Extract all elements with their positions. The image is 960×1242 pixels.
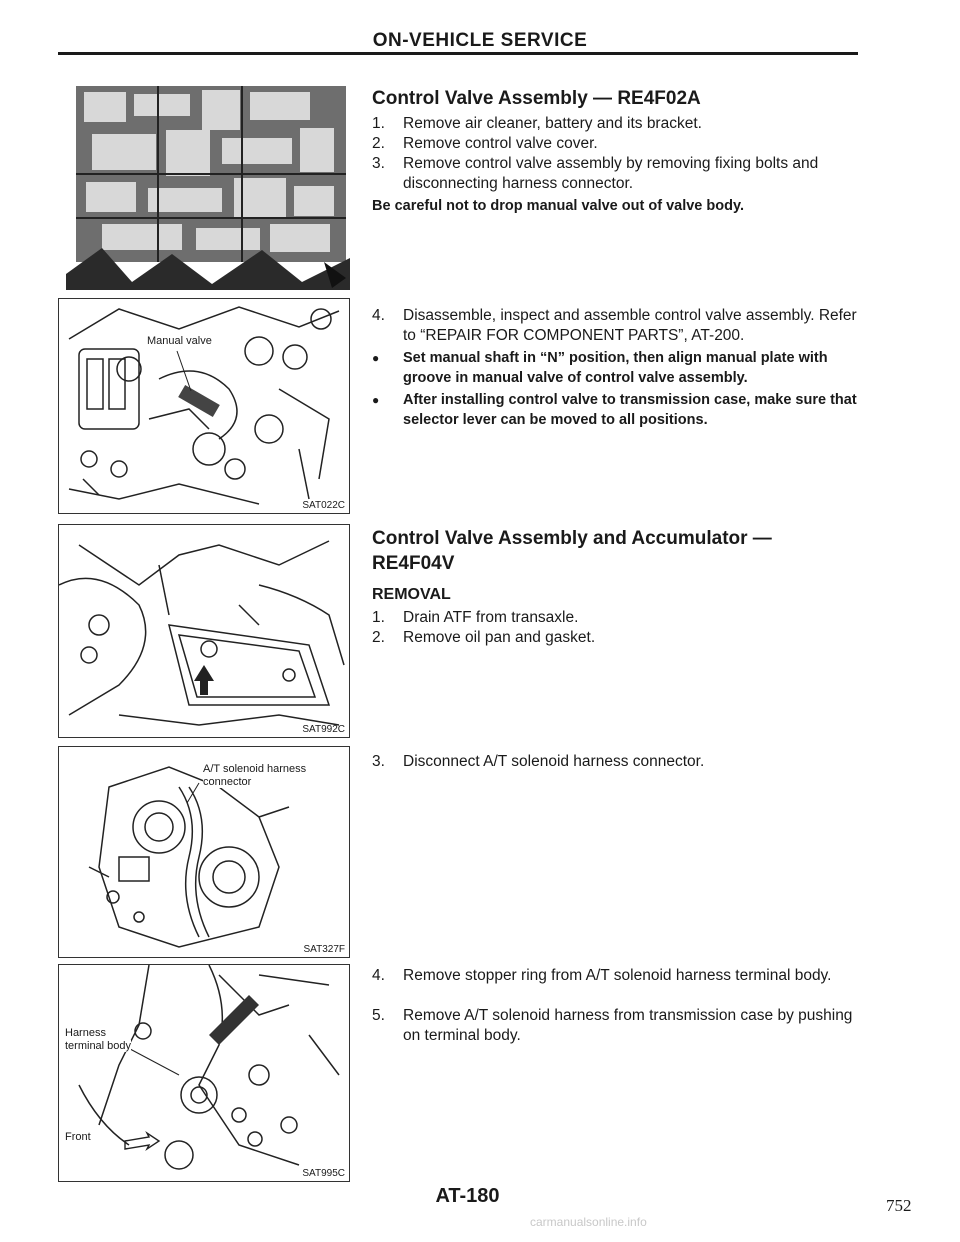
- step-number: 1.: [372, 609, 385, 626]
- section2-title-line1: Control Valve Assembly and Accumulator —: [372, 528, 772, 549]
- figure-code: SAT327F: [303, 944, 345, 955]
- manual-valve-label: Manual valve: [147, 335, 212, 347]
- section2-step-2: [372, 628, 862, 648]
- section1-step-1: [372, 114, 862, 134]
- figure-code: SAT992C: [302, 724, 345, 735]
- page-code: AT-180: [435, 1185, 500, 1207]
- step-text: Disconnect A/T solenoid harness connector.: [403, 753, 705, 770]
- bullet-text: After installing control valve to transmission case, make sure that selector lever can be moved to all positions.: [403, 392, 857, 428]
- step-number: 2.: [372, 629, 385, 646]
- harness-label-line2: terminal body: [65, 1040, 132, 1052]
- page-header: ON-VEHICLE SERVICE: [372, 30, 588, 51]
- step-text: Remove A/T solenoid harness from transmission case by pushing on terminal body.: [403, 1007, 853, 1044]
- step-text: Remove control valve cover.: [403, 135, 598, 152]
- section1-bullet-1: [372, 348, 862, 388]
- figure-code: SAT022C: [302, 500, 345, 511]
- step-text: Remove control valve assembly by removing fixing bolts and disconnecting harness connector.: [403, 155, 819, 192]
- section1-step-3: [372, 154, 862, 194]
- header-rule: [58, 52, 858, 55]
- section1-warning: Be careful not to drop manual valve out of valve body.: [372, 198, 744, 214]
- section2-step-5: [372, 1006, 862, 1046]
- section1-step-2: [372, 134, 862, 154]
- section2-step-4: [372, 966, 862, 986]
- section1-bullet-2: [372, 390, 862, 430]
- figure-control-valve-photo: [62, 78, 354, 290]
- harness-label-line1: Harness: [65, 1027, 106, 1039]
- bullet-dot: ●: [372, 351, 380, 365]
- step-text: Remove oil pan and gasket.: [403, 629, 596, 646]
- step-number: 2.: [372, 135, 385, 152]
- step-number: 3.: [372, 753, 385, 770]
- step-number: 1.: [372, 115, 385, 132]
- section2-title-line2: RE4F04V: [372, 553, 455, 574]
- front-label: Front: [65, 1131, 91, 1143]
- step-number: 4.: [372, 967, 385, 984]
- figure-harness-terminal-body: [58, 964, 350, 1182]
- step-number: 4.: [372, 307, 385, 324]
- figure-oil-pan: [58, 524, 350, 738]
- step-number: 5.: [372, 1007, 385, 1024]
- figure-solenoid-harness-connector: [58, 746, 350, 958]
- step-text: Disassemble, inspect and assemble control valve assembly. Refer to “REPAIR FOR COMPONENT PARTS”, AT-200.: [403, 307, 857, 344]
- step-text: Remove stopper ring from A/T solenoid harness terminal body.: [403, 967, 832, 984]
- step-text: Remove air cleaner, battery and its bracket.: [403, 115, 702, 132]
- solenoid-label-line2: connector: [203, 776, 252, 788]
- section2-step-3: [372, 752, 862, 772]
- watermark: carmanualsonline.info: [530, 1215, 647, 1229]
- section1-title: Control Valve Assembly — RE4F02A: [372, 88, 701, 109]
- section2-subheading: REMOVAL: [372, 586, 451, 603]
- section1-step-4: [372, 306, 862, 346]
- bullet-dot: ●: [372, 393, 380, 407]
- step-number: 3.: [372, 155, 385, 172]
- figure-code: SAT995C: [302, 1168, 345, 1179]
- solenoid-label-line1: A/T solenoid harness: [203, 763, 307, 775]
- figure-manual-valve: [58, 298, 350, 514]
- section2-step-1: [372, 608, 862, 628]
- page-number: 752: [886, 1196, 912, 1215]
- bullet-text: Set manual shaft in “N” position, then align manual plate with groove in manual valve of control valve assembly.: [403, 350, 828, 386]
- step-text: Drain ATF from transaxle.: [403, 609, 579, 626]
